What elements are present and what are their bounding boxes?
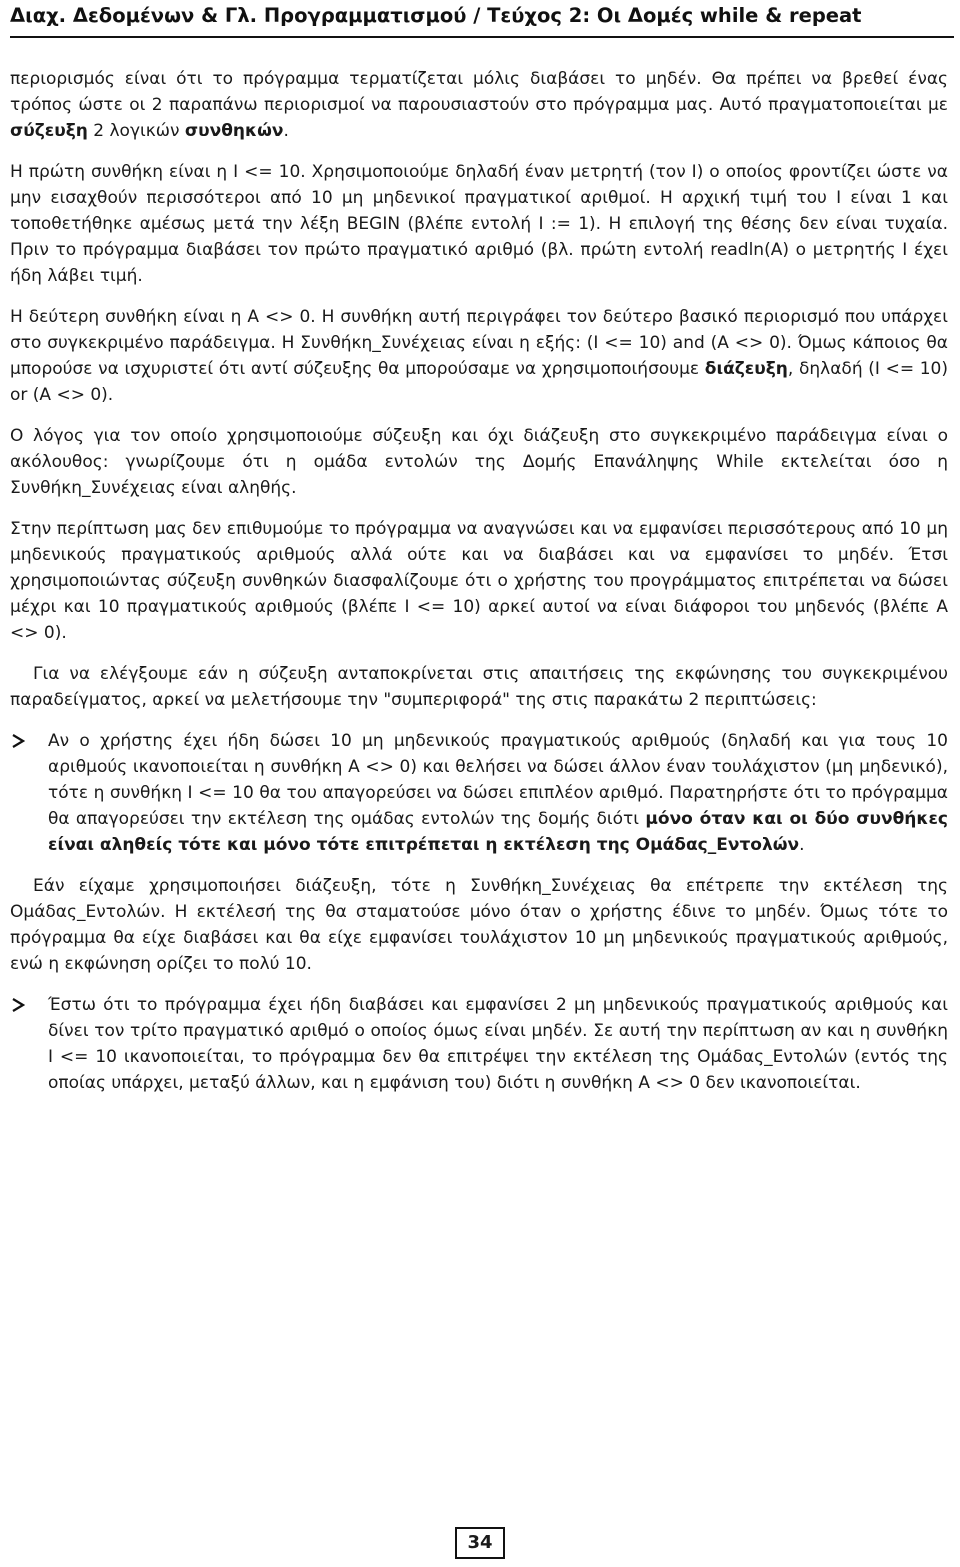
- paragraph: Ο λόγος για τον οποίο χρησιμοποιούμε σύζευξη και όχι διάζευξη στο συγκεκριμένο παράδειγμα είναι ο ακόλουθος: γνωρίζουμε ότι η ομάδα εντολών της Δομής Επανάληψης While εκτελείται όσο η Συνθήκη_Συνέχειας είναι αληθής.: [10, 426, 948, 498]
- text-span: 2 λογικών: [87, 121, 185, 141]
- paragraph: Εάν είχαμε χρησιμοποιήσει διάζευξη, τότε η Συνθήκη_Συνέχειας θα επέτρεπε την εκτέλεση της Ομάδας_Εντολών. Η εκτέλεσή της θα σταματούσε μόνο όταν ο χρήστης έδινε το μηδέν. Όμως τότε το πρόγραμμα θα είχε διαβάσει και θα είχε εμφανίσει τουλάχιστον 10 μη μηδενικούς πραγματικούς αριθμούς, ενώ η εκφώνηση ορίζει το πολύ 10.: [10, 876, 948, 974]
- bullet-item: [10, 992, 948, 1096]
- page-header: [10, 0, 954, 38]
- paragraph: Η πρώτη συνθήκη είναι η I <= 10. Χρησιμοποιούμε δηλαδή έναν μετρητή (τον I) ο οποίος φροντίζει ώστε να μην εισαχθούν περισσότεροι από 10 μη μηδενικοί πραγματικοί αριθμοί. Η αρχική τιμή του I είναι 1 και τοποθετήθηκε αμέσως μετά την λέξη BEGIN (βλέπε εντολή I := 1). Η επιλογή της θέσης δεν είναι τυχαία. Πριν το πρόγραμμα διαβάσει τον πρώτο πραγματικό αριθμό (βλ. πρώτη εντολή readln(A) ο μετρητής I έχει ήδη λάβει τιμή.: [10, 162, 948, 286]
- arrowhead-bullet-icon: [11, 734, 25, 748]
- bold-term: σύζευξη: [10, 121, 88, 141]
- text-span: περιορισμός είναι ότι το πρόγραμμα τερματίζεται μόλις διαβάσει το μηδέν. Θα πρέπει να βρεθεί ένας τρόπος ώστε οι 2 παραπάνω περιορισμοί να παρουσιαστούν στο πρόγραμμα μας. Αυτό πραγματοποιείται με: [10, 69, 948, 115]
- text-span: , δηλαδή (I <= 10) or (A <> 0).: [10, 359, 948, 405]
- text-span: .: [283, 121, 289, 141]
- header-title: Διαχ. Δεδομένων & Γλ. Προγραμματισμού / Τεύχος 2: Οι Δομές while & repeat: [10, 4, 862, 27]
- page-content: [10, 66, 948, 1111]
- page-number: 34: [455, 1527, 505, 1559]
- text-span: Αν ο χρήστης έχει ήδη δώσει 10 μη μηδενικούς πραγματικούς αριθμούς (δηλαδή και για τους 10 αριθμούς ικανοποιείται η συνθήκη A <> 0) και θελήσει να δώσει άλλον έναν τουλάχιστον (μη μηδενικό), τότε η συνθήκη I <= 10 θα του απαγορεύσει να δώσει επιπλέον αριθμό. Παρατηρήστε ότι το πρόγραμμα θα απαγορεύσει την εκτέλεση της ομάδας εντολών της δομής διότι: [48, 731, 948, 829]
- paragraph: Για να ελέγξουμε εάν η σύζευξη ανταποκρίνεται στις απαιτήσεις της εκφώνησης του συγκεκριμένου παραδείγματος, αρκεί να μελετήσουμε την "συμπεριφορά" της στις παρακάτω 2 περιπτώσεις:: [10, 664, 948, 710]
- text-span: .: [799, 835, 805, 855]
- text-span: Η δεύτερη συνθήκη είναι η A <> 0. Η συνθήκη αυτή περιγράφει τον δεύτερο βασικό περιορισμό που υπάρχει στο συγκεκριμένο παράδειγμα. Η Συνθήκη_Συνέχειας είναι η εξής: (I <= 10) and (A <> 0). Όμως κάποιος θα μπορούσε να ισχυριστεί ότι αντί σύζευξης θα μπορούσαμε να χρησιμοποιήσουμε: [10, 307, 948, 379]
- bold-statement: μόνο όταν και οι δύο συνθήκες είναι αληθείς τότε και μόνο τότε επιτρέπεται η εκτέλεση της Ομάδας_Εντολών: [48, 809, 948, 855]
- paragraph: Στην περίπτωση μας δεν επιθυμούμε το πρόγραμμα να αναγνώσει και να εμφανίσει περισσότερους από 10 μη μηδενικούς πραγματικούς αριθμούς αλλά ούτε και να διαβάσει και να εμφανίσει το μηδέν. Έτσι χρησιμοποιώντας σύζευξη συνθηκών διασφαλίζουμε ότι ο χρήστης του προγράμματος επιτρέπεται να δώσει μέχρι και 10 πραγματικούς αριθμούς (βλέπε I <= 10) αρκεί αυτοί να είναι διάφοροι του μηδενός (βλέπε A <> 0).: [10, 519, 948, 643]
- paragraph: [10, 304, 948, 408]
- paragraph: [10, 66, 948, 144]
- bullet-item: [10, 728, 948, 858]
- bold-term: συνθηκών: [184, 121, 284, 141]
- bold-term: διάζευξη: [704, 359, 788, 379]
- bullet-text: Έστω ότι το πρόγραμμα έχει ήδη διαβάσει και εμφανίσει 2 μη μηδενικούς πραγματικούς αριθμούς και δίνει τον τρίτο πραγματικό αριθμό ο οποίος όμως είναι μηδέν. Σε αυτή την περίπτωση αν και η συνθήκη I <= 10 ικανοποιείται, το πρόγραμμα δεν θα επιτρέψει την εκτέλεση της Ομάδας_Εντολών (εντός της οποίας υπάρχει, μεταξύ άλλων, και η εμφάνιση του) διότι η συνθήκη A <> 0 δεν ικανοποιείται.: [48, 995, 948, 1093]
- arrowhead-bullet-icon: [11, 998, 25, 1012]
- bullet-text: [48, 728, 948, 858]
